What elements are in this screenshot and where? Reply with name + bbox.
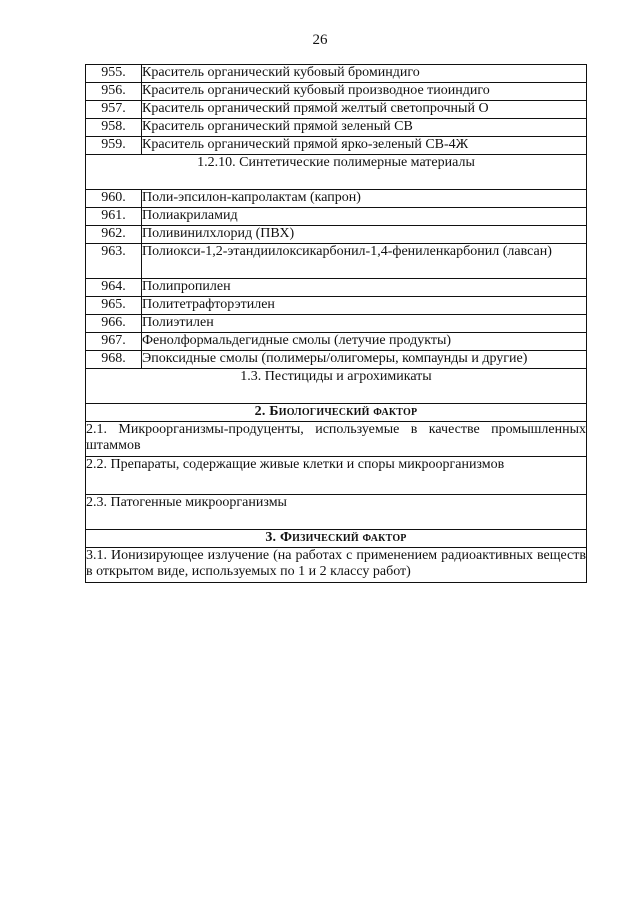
section-heading-physical xyxy=(86,530,587,548)
row-number: 959. xyxy=(86,137,142,155)
section-item: 3.1. Ионизирующее излучение (на работах с применением радиоактивных веществ в открытом виде, используемых по 1 и 2 классу работ) xyxy=(86,548,587,583)
table-row xyxy=(86,208,587,226)
subheading-synthetic-polymers: 1.2.10. Синтетические полимерные материалы xyxy=(86,155,587,190)
table-row xyxy=(86,119,587,137)
row-text: Полиэтилен xyxy=(142,315,587,333)
table-row xyxy=(86,315,587,333)
row-text: Полипропилен xyxy=(142,279,587,297)
table-row xyxy=(86,101,587,119)
section-heading-row xyxy=(86,530,587,548)
row-text: Поли-эпсилон-капролактам (капрон) xyxy=(142,190,587,208)
section-item-row xyxy=(86,422,587,457)
section-item-row xyxy=(86,495,587,530)
section-heading-row xyxy=(86,404,587,422)
table-row xyxy=(86,244,587,279)
row-text: Краситель органический прямой зеленый СВ xyxy=(142,119,587,137)
row-number: 956. xyxy=(86,83,142,101)
substances-table xyxy=(85,64,587,583)
subheading-row xyxy=(86,155,587,190)
row-number: 967. xyxy=(86,333,142,351)
row-number: 961. xyxy=(86,208,142,226)
section-item: 2.1. Микроорганизмы-продуценты, используемые в качестве промышленных штаммов xyxy=(86,422,587,457)
row-text: Краситель органический кубовый производное тиоиндиго xyxy=(142,83,587,101)
row-text: Полиакриламид xyxy=(142,208,587,226)
section-item-row xyxy=(86,548,587,583)
row-number: 963. xyxy=(86,244,142,279)
row-text: Поливинилхлорид (ПВХ) xyxy=(142,226,587,244)
row-number: 966. xyxy=(86,315,142,333)
row-number: 964. xyxy=(86,279,142,297)
section-heading-biological xyxy=(86,404,587,422)
row-text: Краситель органический прямой желтый светопрочный О xyxy=(142,101,587,119)
table-row xyxy=(86,279,587,297)
table-row xyxy=(86,65,587,83)
subheading-row xyxy=(86,369,587,404)
section-heading-text: 2. Биологический фактор xyxy=(254,404,418,419)
row-number: 965. xyxy=(86,297,142,315)
row-text: Фенолформальдегидные смолы (летучие продукты) xyxy=(142,333,587,351)
table-row xyxy=(86,351,587,369)
table-row xyxy=(86,83,587,101)
section-item-row xyxy=(86,457,587,495)
row-text: Краситель органический прямой ярко-зеленый СВ-4Ж xyxy=(142,137,587,155)
table-row xyxy=(86,226,587,244)
row-number: 968. xyxy=(86,351,142,369)
row-number: 962. xyxy=(86,226,142,244)
section-item: 2.3. Патогенные микроорганизмы xyxy=(86,495,587,530)
row-number: 958. xyxy=(86,119,142,137)
table-row xyxy=(86,137,587,155)
row-number: 955. xyxy=(86,65,142,83)
section-heading-text: 3. Физический фактор xyxy=(265,530,407,545)
table-row xyxy=(86,190,587,208)
table-row xyxy=(86,297,587,315)
row-text: Полиокси-1,2-этандиилоксикарбонил-1,4-фениленкарбонил (лавсан) xyxy=(142,244,587,279)
subheading-pesticides: 1.3. Пестициды и агрохимикаты xyxy=(86,369,587,404)
section-item: 2.2. Препараты, содержащие живые клетки и споры микроорганизмов xyxy=(86,457,587,495)
row-number: 957. xyxy=(86,101,142,119)
row-text: Политетрафторэтилен xyxy=(142,297,587,315)
table-row xyxy=(86,333,587,351)
row-text: Краситель органический кубовый броминдиго xyxy=(142,65,587,83)
row-number: 960. xyxy=(86,190,142,208)
row-text: Эпоксидные смолы (полимеры/олигомеры, компаунды и другие) xyxy=(142,351,587,369)
page-number: 26 xyxy=(312,32,328,48)
